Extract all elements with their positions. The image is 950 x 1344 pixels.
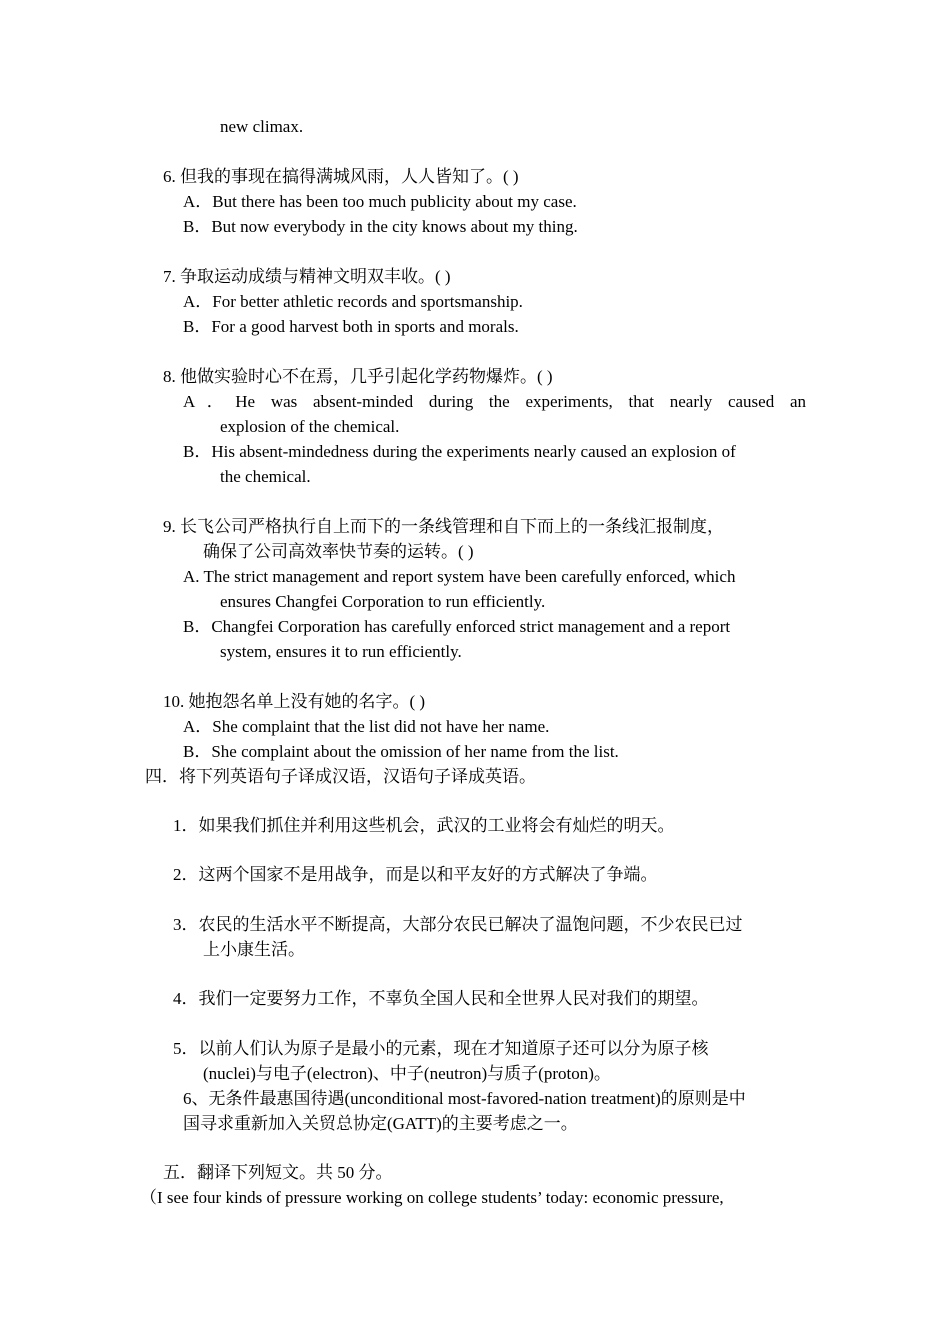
section-5-passage: （I see four kinds of pressure working on college students’ today: economic pressure, bbox=[140, 1188, 724, 1207]
section-4-heading: 四．将下列英语句子译成汉语，汉语句子译成英语。 bbox=[145, 767, 536, 786]
question-9-option-b: B．Changfei Corporation has carefully enforced strict management and a report bbox=[183, 617, 731, 636]
section-4-item-6: 6、无条件最惠国待遇(unconditional most-favored-nation treatment)的原则是中 bbox=[183, 1089, 746, 1108]
question-8-option-b: B．His absent-mindedness during the experiments nearly caused an explosion of bbox=[183, 442, 736, 461]
question-9-option-a: A. The strict management and report system have been carefully enforced, which bbox=[183, 567, 736, 586]
section-4-item-4: 4．我们一定要努力工作，不辜负全国人民和全世界人民对我们的期望。 bbox=[173, 989, 709, 1008]
section-4-item-6-cont: 国寻求重新加入关贸总协定(GATT)的主要考虑之一。 bbox=[183, 1114, 578, 1133]
question-6-option-b: B．But now everybody in the city knows about my thing. bbox=[183, 217, 578, 236]
section-4-item-1: 1．如果我们抓住并利用这些机会，武汉的工业将会有灿烂的明天。 bbox=[173, 816, 675, 835]
question-8-option-a-cont: explosion of the chemical. bbox=[220, 417, 400, 436]
question-9-stem: 9. 长飞公司严格执行自上而下的一条线管理和自下而上的一条线汇报制度， bbox=[163, 517, 724, 536]
question-7-option-b: B．For a good harvest both in sports and morals. bbox=[183, 317, 519, 336]
section-4-item-5: 5．以前人们认为原子是最小的元素，现在才知道原子还可以分为原子核 bbox=[173, 1039, 709, 1058]
section-4-item-3-cont: 上小康生活。 bbox=[203, 940, 305, 959]
question-9-stem-cont: 确保了公司高效率快节奏的运转。( ) bbox=[203, 542, 474, 561]
question-10-option-b: B．She complaint about the omission of her name from the list. bbox=[183, 742, 619, 761]
question-10-stem: 10. 她抱怨名单上没有她的名字。( ) bbox=[163, 692, 426, 711]
question-6-option-a: A．But there has been too much publicity about my case. bbox=[183, 192, 577, 211]
question-7-stem: 7. 争取运动成绩与精神文明双丰收。( ) bbox=[163, 267, 451, 286]
section-4-item-2: 2．这两个国家不是用战争，而是以和平友好的方式解决了争端。 bbox=[173, 865, 658, 884]
section-5-heading: 五．翻译下列短文。共 50 分。 bbox=[163, 1163, 393, 1182]
question-9-option-b-cont: system, ensures it to run efficiently. bbox=[220, 642, 462, 661]
section-4-item-3: 3．农民的生活水平不断提高，大部分农民已解决了温饱问题，不少农民已过 bbox=[173, 915, 743, 934]
question-8-option-a: A．He was absent-minded during the experiments, that nearly caused an bbox=[183, 392, 806, 411]
section-4-item-5-cont: (nuclei)与电子(electron)、中子(neutron)与质子(proton)。 bbox=[203, 1064, 611, 1083]
question-9-option-a-cont: ensures Changfei Corporation to run efficiently. bbox=[220, 592, 546, 611]
question-7-option-a: A．For better athletic records and sportsmanship. bbox=[183, 292, 523, 311]
question-8-option-b-cont: the chemical. bbox=[220, 467, 311, 486]
continuation-text: new climax. bbox=[220, 117, 304, 136]
question-8-stem: 8. 他做实验时心不在焉，几乎引起化学药物爆炸。( ) bbox=[163, 367, 553, 386]
question-10-option-a: A．She complaint that the list did not have her name. bbox=[183, 717, 550, 736]
question-6-stem: 6. 但我的事现在搞得满城风雨，人人皆知了。( ) bbox=[163, 167, 519, 186]
